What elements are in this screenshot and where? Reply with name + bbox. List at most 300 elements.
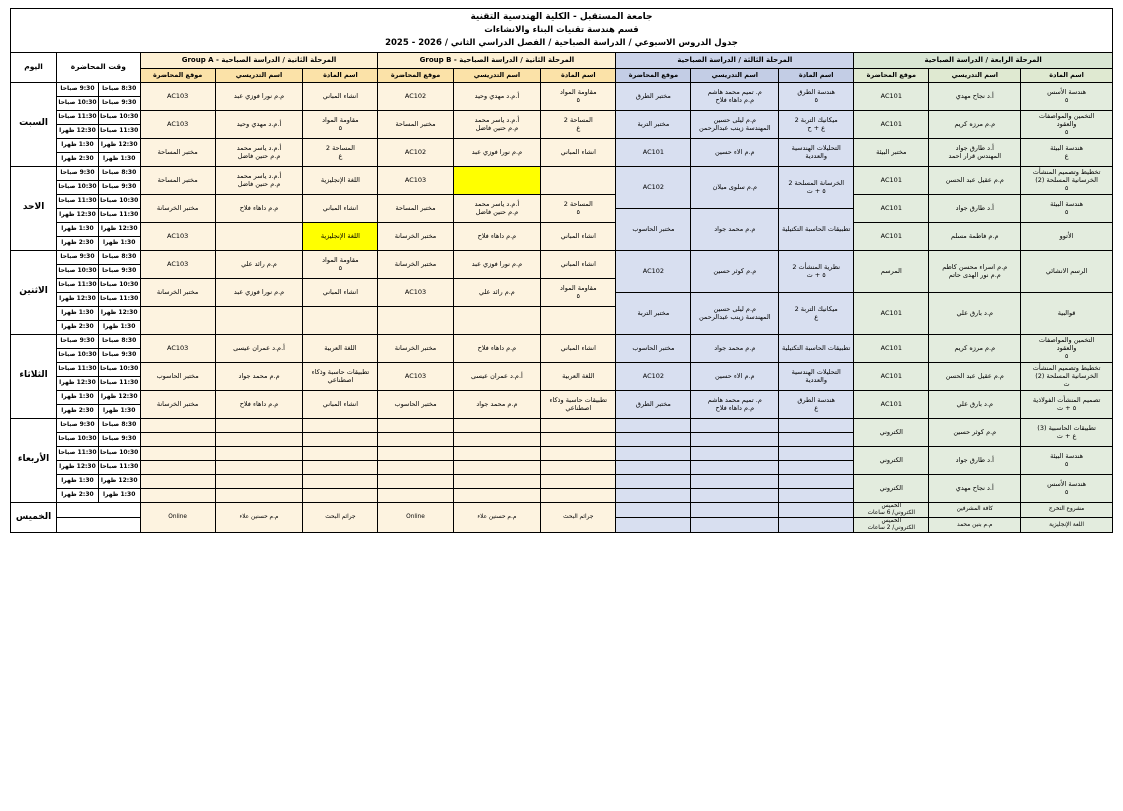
schedule-subject: هندسة البيئة ٥ xyxy=(1021,194,1113,222)
time-start: 11:30 صباحا xyxy=(98,208,140,222)
time-end: 2:30 ظهرا xyxy=(57,320,99,334)
schedule-subject: تطبيقات حاسبة وذكاء اصطناعي xyxy=(303,362,378,390)
schedule-subject: انشاء المباني xyxy=(303,278,378,306)
schedule-teacher: م.م محمد جواد xyxy=(453,390,541,418)
schedule-subject: تخطيط وتصميم المنشأت الخرسانية المسلحة (2) ت xyxy=(1021,362,1113,390)
schedule-room: الكتروني xyxy=(854,418,929,446)
schedule-room: الخميس الكتروني/ 2 ساعات xyxy=(854,517,929,532)
schedule-cell-empty xyxy=(215,460,303,474)
schedule-room: AC101 xyxy=(616,138,691,166)
schedule-cell-empty xyxy=(215,432,303,446)
schedule-cell-empty xyxy=(215,474,303,488)
time-start: 1:30 ظهرا xyxy=(98,152,140,166)
schedule-subject: اللغة العربية xyxy=(541,362,616,390)
schedule-room: مختبر الطرق xyxy=(616,390,691,418)
schedule-subject: ميكانيك التربة 2 ع xyxy=(779,292,854,334)
group-header: المرحلة الثالثة / الدراسة الصباحية xyxy=(616,52,854,68)
schedule-subject: تخطيط وتصميم المنشأت الخرسانية المسلحة (2) ٥ xyxy=(1021,166,1113,194)
schedule-room: AC102 xyxy=(616,166,691,208)
schedule-cell-empty xyxy=(541,432,616,446)
schedule-room: AC103 xyxy=(140,82,215,110)
schedule-cell-empty xyxy=(616,488,691,502)
time-end: 11:30 صباحا xyxy=(57,446,99,460)
schedule-cell-empty xyxy=(779,474,854,488)
schedule-teacher: أ.د طارق جواد xyxy=(929,446,1021,474)
schedule-subject: انشاء المباني xyxy=(541,250,616,278)
schedule-room: AC103 xyxy=(378,362,453,390)
schedule-cell-empty xyxy=(140,432,215,446)
schedule-cell-empty xyxy=(691,488,779,502)
schedule-subject: انشاء المباني xyxy=(303,390,378,418)
schedule-subject: هندسة الطرق ع xyxy=(779,390,854,418)
schedule-room: مختبر الحاسوب xyxy=(616,208,691,250)
schedule-cell-empty xyxy=(378,432,453,446)
schedule-room: مختبر المساحة xyxy=(140,138,215,166)
schedule-teacher: م.م اسراء محسن كاظم م.م نور الهدى حاتم xyxy=(929,250,1021,292)
schedule-room: AC101 xyxy=(854,110,929,138)
schedule-room: مختبر الطرق xyxy=(616,82,691,110)
schedule-room: Online xyxy=(140,502,215,533)
day-label: الثلاثاء xyxy=(11,334,57,418)
schedule-teacher: م.م عقيل عبد الحسن xyxy=(929,166,1021,194)
schedule-room: مختبر المساحة xyxy=(378,194,453,222)
schedule-subject: هندسة الطرق ٥ xyxy=(779,82,854,110)
schedule-subject: التخمين والمواصفات والعقود ٥ xyxy=(1021,110,1113,138)
timetable-row xyxy=(11,502,1113,517)
schedule-room: AC101 xyxy=(854,194,929,222)
schedule-subject: تصميم المنشأت الفولاذية ٥ + ت xyxy=(1021,390,1113,418)
schedule-room: مختبر الخرسانة xyxy=(378,222,453,250)
schedule-subject xyxy=(303,306,378,334)
schedule-room: AC103 xyxy=(140,334,215,362)
schedule-subject: اللغة العربية xyxy=(303,334,378,362)
schedule-subject: اللغة الإنجليزية xyxy=(303,222,378,250)
time-end: 10:30 صباحا xyxy=(57,432,99,446)
schedule-room: المرسم xyxy=(854,250,929,292)
schedule-teacher: أ.م.د عمران عيسى xyxy=(453,362,541,390)
schedule-cell-empty xyxy=(303,460,378,474)
time-end: 2:30 ظهرا xyxy=(57,236,99,250)
schedule-room: AC102 xyxy=(616,250,691,292)
schedule-cell-empty xyxy=(453,446,541,460)
schedule-room: مختبر الخرسانة xyxy=(378,250,453,278)
schedule-teacher: أ.م.د ياسر محمد م.م حنين فاضل xyxy=(453,194,541,222)
schedule-room: الخميس الكتروني/ 6 ساعات xyxy=(854,502,929,517)
time-start: 8:30 صباحا xyxy=(98,166,140,180)
schedule-teacher: م.م سلوى ميلان xyxy=(691,166,779,208)
schedule-teacher: كافة المشرفين xyxy=(929,502,1021,517)
day-label: الخميس xyxy=(11,502,57,533)
schedule-teacher: م.م نورا فوزي عبد xyxy=(215,278,303,306)
schedule-cell-empty xyxy=(779,432,854,446)
schedule-room: مختبر الحاسوب xyxy=(616,334,691,362)
time-end: 9:30 صباحا xyxy=(57,334,99,348)
time-end: 9:30 صباحا xyxy=(57,82,99,96)
schedule-cell-empty xyxy=(691,432,779,446)
col-header-اسم التدريسي: اسم التدريسي xyxy=(453,68,541,82)
day-label: السبت xyxy=(11,82,57,166)
schedule-subject: مشروع التخرج xyxy=(1021,502,1113,517)
schedule-subject: تطبيقات الحاسبية (3) ع + ت xyxy=(1021,418,1113,446)
header-block xyxy=(11,9,1113,53)
time-start: 11:30 صباحا xyxy=(98,460,140,474)
schedule-room xyxy=(140,306,215,334)
schedule-cell-empty xyxy=(779,418,854,432)
schedule-cell-empty xyxy=(541,418,616,432)
time-start: 8:30 صباحا xyxy=(98,418,140,432)
schedule-cell-empty xyxy=(140,418,215,432)
schedule-cell-empty xyxy=(378,460,453,474)
schedule-subject: التخمين والمواصفات والعقود ٥ xyxy=(1021,334,1113,362)
schedule-room: AC101 xyxy=(854,390,929,418)
schedule-room: AC101 xyxy=(854,292,929,334)
schedule-cell-empty xyxy=(140,446,215,460)
time-end: 2:30 ظهرا xyxy=(57,404,99,418)
schedule-teacher: م.م داهاء فلاح xyxy=(215,390,303,418)
schedule-room: AC102 xyxy=(616,362,691,390)
schedule-subject: انشاء المباني xyxy=(303,194,378,222)
schedule-cell-empty xyxy=(378,418,453,432)
schedule-subject: مقاومة المواد ٥ xyxy=(541,278,616,306)
time-end: 12:30 ظهرا xyxy=(57,460,99,474)
time-start: 11:30 صباحا xyxy=(98,292,140,306)
schedule-subject: مقاومة المواد ٥ xyxy=(541,82,616,110)
schedule-subject: هندسة البيئة ع xyxy=(1021,138,1113,166)
time-start: 8:30 صباحا xyxy=(98,250,140,264)
schedule-teacher: م.م فاطمة مسلم xyxy=(929,222,1021,250)
schedule-room: مختبر المساحة xyxy=(378,110,453,138)
schedule-cell-empty xyxy=(616,474,691,488)
schedule-teacher: م.م نورا فوزي عبد xyxy=(453,250,541,278)
schedule-teacher: م.م محمد جواد xyxy=(691,334,779,362)
schedule-teacher: م.م رائد علي xyxy=(215,250,303,278)
schedule-subject: الخرسانة المسلحة 2 ٥ + ت xyxy=(779,166,854,208)
schedule-teacher: أ.م.د ياسر محمد م.م حنين فاضل xyxy=(215,166,303,194)
timetable-row xyxy=(11,166,1113,180)
schedule-subject: التحليلات الهندسية والعددية xyxy=(779,362,854,390)
schedule-cell-empty xyxy=(378,474,453,488)
col-header-اسم المادة: اسم المادة xyxy=(303,68,378,82)
timetable-row xyxy=(11,390,1113,404)
schedule-room: Online xyxy=(378,502,453,533)
time-start: 8:30 صباحا xyxy=(98,82,140,96)
schedule-teacher xyxy=(215,222,303,250)
time-end: 1:30 ظهرا xyxy=(57,138,99,152)
schedule-subject: مقاومة المواد ٥ xyxy=(303,250,378,278)
schedule-subject: جرائم البحث xyxy=(303,502,378,533)
schedule-teacher: م. تميم محمد هاشم م.م داهاء فلاح xyxy=(691,82,779,110)
timetable-row xyxy=(11,222,1113,236)
schedule-cell-empty xyxy=(140,474,215,488)
time-start: 10:30 صباحا xyxy=(98,446,140,460)
time-end: 12:30 ظهرا xyxy=(57,208,99,222)
time-start: 9:30 صباحا xyxy=(98,432,140,446)
time-end: 10:30 صباحا xyxy=(57,348,99,362)
schedule-cell-empty xyxy=(616,418,691,432)
timetable-row xyxy=(11,194,1113,208)
schedule-room: AC102 xyxy=(378,138,453,166)
schedule-subject: الأتوو xyxy=(1021,222,1113,250)
schedule-teacher: م.م داهاء فلاح xyxy=(215,194,303,222)
schedule-cell-empty xyxy=(691,517,779,532)
schedule-teacher: م.م نورا فوزي عبد xyxy=(453,138,541,166)
schedule-teacher: م.د بارق علي xyxy=(929,292,1021,334)
time-end: 1:30 ظهرا xyxy=(57,222,99,236)
schedule-subject: هندسة البيئة ٥ xyxy=(1021,446,1113,474)
schedule-teacher: م.م مرزه كريم xyxy=(929,334,1021,362)
schedule-room: AC101 xyxy=(854,222,929,250)
schedule-teacher: أ.م.د مهدي وحيد xyxy=(215,110,303,138)
timetable-row xyxy=(11,82,1113,96)
schedule-teacher: م.م حسنين علاء xyxy=(215,502,303,533)
col-header-day: اليوم xyxy=(11,52,57,82)
schedule-cell-empty xyxy=(453,432,541,446)
schedule-subject: التحليلات الهندسية والعددية xyxy=(779,138,854,166)
schedule-subject: انشاء المباني xyxy=(303,82,378,110)
schedule-cell-empty xyxy=(453,460,541,474)
schedule-room: AC102 xyxy=(378,82,453,110)
schedule-teacher: م.م حسنين علاء xyxy=(453,502,541,533)
timetable xyxy=(10,8,1113,533)
schedule-cell-empty xyxy=(303,488,378,502)
schedule-cell-empty xyxy=(541,474,616,488)
time-end: 9:30 صباحا xyxy=(57,166,99,180)
schedule-cell-empty xyxy=(303,474,378,488)
schedule-teacher: م.م الاء حسين xyxy=(691,362,779,390)
schedule-cell-empty xyxy=(378,488,453,502)
col-header-time: وقت المحاضرة xyxy=(57,52,140,82)
col-header-موقع المحاضرة: موقع المحاضرة xyxy=(378,68,453,82)
time-start: 12:30 ظهرا xyxy=(98,222,140,236)
time-start: 1:30 ظهرا xyxy=(98,404,140,418)
schedule-teacher: أ.م.د ياسر محمد م.م حنين فاضل xyxy=(215,138,303,166)
schedule-teacher: م.م كوثر حسين xyxy=(691,250,779,292)
schedule-cell-empty xyxy=(140,460,215,474)
schedule-cell-empty xyxy=(779,460,854,474)
doc-title-line1: جامعة المستقبل - الكلية الهندسية التقنية xyxy=(470,12,653,22)
col-header-موقع المحاضرة: موقع المحاضرة xyxy=(616,68,691,82)
schedule-subject: الرسم الانشائي xyxy=(1021,250,1113,292)
schedule-room: مختبر البيئة xyxy=(854,138,929,166)
schedule-room: مختبر الحاسوب xyxy=(378,390,453,418)
schedule-teacher: م.م ليلى حسين المهندسة زينب عبدالرحمن xyxy=(691,110,779,138)
schedule-room xyxy=(378,306,453,334)
schedule-teacher: م.م عقيل عبد الحسن xyxy=(929,362,1021,390)
schedule-subject: هندسة الأسس ٥ xyxy=(1021,474,1113,502)
schedule-room: AC101 xyxy=(854,166,929,194)
time-start: 9:30 صباحا xyxy=(98,348,140,362)
schedule-teacher: أ.م.د عمران عيسى xyxy=(215,334,303,362)
time-end: 2:30 ظهرا xyxy=(57,488,99,502)
group-header: المرحلة الرابعة / الدراسة الصباحية xyxy=(854,52,1113,68)
schedule-teacher: م.م رائد علي xyxy=(453,278,541,306)
schedule-cell-empty xyxy=(215,418,303,432)
schedule-room: مختبر المساحة xyxy=(140,166,215,194)
time-end: 12:30 ظهرا xyxy=(57,292,99,306)
schedule-teacher: أ.د نجاح مهدي xyxy=(929,82,1021,110)
schedule-teacher: أ.م.د مهدي وحيد xyxy=(453,82,541,110)
time-end: 1:30 ظهرا xyxy=(57,474,99,488)
schedule-cell-empty xyxy=(616,517,691,532)
schedule-teacher xyxy=(215,306,303,334)
timetable-row xyxy=(11,250,1113,264)
time-start: 12:30 ظهرا xyxy=(98,390,140,404)
schedule-teacher: أ.د طارق جواد xyxy=(929,194,1021,222)
schedule-subject: انشاء المباني xyxy=(541,222,616,250)
timetable-row xyxy=(11,474,1113,488)
col-header-موقع المحاضرة: موقع المحاضرة xyxy=(854,68,929,82)
col-header-اسم المادة: اسم المادة xyxy=(541,68,616,82)
time-end: 12:30 ظهرا xyxy=(57,124,99,138)
schedule-cell-empty xyxy=(378,446,453,460)
schedule-subject: المساحة 2 ع xyxy=(541,110,616,138)
schedule-cell-empty xyxy=(779,517,854,532)
schedule-subject xyxy=(541,166,616,194)
time-end: 11:30 صباحا xyxy=(57,362,99,376)
time-start: 9:30 صباحا xyxy=(98,264,140,278)
timetable-row xyxy=(11,334,1113,348)
schedule-room: AC103 xyxy=(140,110,215,138)
schedule-cell-empty xyxy=(616,446,691,460)
group-header: المرحلة الثانية / الدراسة الصباحية - Group B xyxy=(378,52,616,68)
schedule-room: AC103 xyxy=(140,250,215,278)
doc-title-line2: قسم هندسة تقنيات البناء والانشاءات xyxy=(484,25,639,36)
time-end: 1:30 ظهرا xyxy=(57,390,99,404)
col-header-اسم المادة: اسم المادة xyxy=(1021,68,1113,82)
time-start: 12:30 ظهرا xyxy=(98,474,140,488)
schedule-room: مختبر التربة xyxy=(616,110,691,138)
schedule-cell-empty xyxy=(616,502,691,517)
schedule-room: AC103 xyxy=(140,222,215,250)
schedule-room: مختبر الحاسوب xyxy=(140,362,215,390)
schedule-room: مختبر الخرسانة xyxy=(140,390,215,418)
timetable-row xyxy=(11,138,1113,152)
schedule-room: AC101 xyxy=(854,334,929,362)
schedule-teacher: م.م نورا فوزي عبد xyxy=(215,82,303,110)
schedule-subject: نظرية المنشأت 2 ٥ + ت xyxy=(779,250,854,292)
time-start: 10:30 صباحا xyxy=(98,278,140,292)
schedule-subject xyxy=(541,306,616,334)
time-slot xyxy=(57,517,140,532)
schedule-subject: قوالبية xyxy=(1021,292,1113,334)
schedule-room: AC103 xyxy=(378,166,453,194)
schedule-subject: مقاومة المواد ٥ xyxy=(303,110,378,138)
time-start: 10:30 صباحا xyxy=(98,110,140,124)
schedule-cell-empty xyxy=(779,446,854,460)
schedule-cell-empty xyxy=(453,474,541,488)
schedule-cell-empty xyxy=(215,446,303,460)
schedule-teacher: م.د بارق علي xyxy=(929,390,1021,418)
time-end: 10:30 صباحا xyxy=(57,264,99,278)
col-header-اسم التدريسي: اسم التدريسي xyxy=(691,68,779,82)
time-end: 11:30 صباحا xyxy=(57,110,99,124)
time-end: 9:30 صباحا xyxy=(57,250,99,264)
schedule-cell-empty xyxy=(303,418,378,432)
time-end: 12:30 ظهرا xyxy=(57,376,99,390)
schedule-subject: جرائم البحث xyxy=(541,502,616,533)
schedule-teacher: م.م محمد جواد xyxy=(215,362,303,390)
schedule-cell-empty xyxy=(303,432,378,446)
time-end: 10:30 صباحا xyxy=(57,180,99,194)
schedule-teacher: أ.د نجاح مهدي xyxy=(929,474,1021,502)
time-start: 10:30 صباحا xyxy=(98,194,140,208)
schedule-teacher: م.م داهاء فلاح xyxy=(453,222,541,250)
time-start: 8:30 صباحا xyxy=(98,334,140,348)
schedule-room: مختبر التربة xyxy=(616,292,691,334)
schedule-cell-empty xyxy=(779,502,854,517)
schedule-teacher: م.م ليلى حسين المهندسة زينب عبدالرحمن xyxy=(691,292,779,334)
time-end: 9:30 صباحا xyxy=(57,418,99,432)
timetable-row xyxy=(11,446,1113,460)
schedule-cell-empty xyxy=(453,488,541,502)
schedule-subject: ميكانيك التربة 2 ع + ح xyxy=(779,110,854,138)
time-start: 12:30 ظهرا xyxy=(98,138,140,152)
doc-title-line3: جدول الدروس الاسبوعي / الدراسة الصباحية / الفصل الدراسي الثاني / 2026 - 2025 xyxy=(385,37,738,48)
schedule-teacher: أ.د طارق جواد المهندس قرار احمد xyxy=(929,138,1021,166)
schedule-cell-empty xyxy=(140,488,215,502)
schedule-cell-empty xyxy=(215,488,303,502)
schedule-subject: المساحة 2 ع xyxy=(303,138,378,166)
schedule-room: AC103 xyxy=(378,278,453,306)
schedule-room: الكتروني xyxy=(854,474,929,502)
schedule-cell-empty xyxy=(303,446,378,460)
time-start: 1:30 ظهرا xyxy=(98,320,140,334)
day-label: الاحد xyxy=(11,166,57,250)
day-label: الاثنين xyxy=(11,250,57,334)
schedule-cell-empty xyxy=(541,488,616,502)
schedule-cell-empty xyxy=(691,418,779,432)
schedule-subject: تطبيقات الحاسبة التكتيلية xyxy=(779,334,854,362)
time-start: 1:30 ظهرا xyxy=(98,488,140,502)
time-end: 2:30 ظهرا xyxy=(57,152,99,166)
schedule-teacher: م.م محمد جواد xyxy=(691,208,779,250)
schedule-cell-empty xyxy=(541,446,616,460)
schedule-room: AC101 xyxy=(854,362,929,390)
time-end: 1:30 ظهرا xyxy=(57,306,99,320)
schedule-teacher xyxy=(453,166,541,194)
schedule-teacher: أ.م.د ياسر محمد م.م حنين فاضل xyxy=(453,110,541,138)
time-start: 1:30 ظهرا xyxy=(98,236,140,250)
schedule-teacher: م.م مرزه كريم xyxy=(929,110,1021,138)
schedule-cell-empty xyxy=(616,432,691,446)
schedule-room: AC101 xyxy=(854,82,929,110)
timetable-row xyxy=(11,418,1113,432)
schedule-subject: تطبيقات حاسبة وذكاء اصطناعي xyxy=(541,390,616,418)
time-start: 9:30 صباحا xyxy=(98,180,140,194)
time-slot xyxy=(57,502,140,517)
schedule-teacher: م.م داهاء فلاح xyxy=(453,334,541,362)
time-start: 11:30 صباحا xyxy=(98,376,140,390)
col-header-اسم التدريسي: اسم التدريسي xyxy=(215,68,303,82)
schedule-cell-empty xyxy=(691,474,779,488)
day-label: الأربعاء xyxy=(11,418,57,502)
schedule-room: الكتروني xyxy=(854,446,929,474)
time-start: 10:30 صباحا xyxy=(98,362,140,376)
schedule-subject: اللغة الإنجليزية xyxy=(1021,517,1113,532)
schedule-cell-empty xyxy=(691,446,779,460)
schedule-room: مختبر الخرسانة xyxy=(378,334,453,362)
schedule-teacher: م. تميم محمد هاشم م.م داهاء فلاح xyxy=(691,390,779,418)
schedule-subject: انشاء المباني xyxy=(541,138,616,166)
time-end: 11:30 صباحا xyxy=(57,278,99,292)
schedule-cell-empty xyxy=(616,460,691,474)
timetable-row xyxy=(11,362,1113,376)
schedule-subject: هندسة الأسس ٥ xyxy=(1021,82,1113,110)
col-header-موقع المحاضرة: موقع المحاضرة xyxy=(140,68,215,82)
time-start: 11:30 صباحا xyxy=(98,124,140,138)
schedule-teacher: م.م الاء حسين xyxy=(691,138,779,166)
schedule-subject: اللغة الإنجليزية xyxy=(303,166,378,194)
